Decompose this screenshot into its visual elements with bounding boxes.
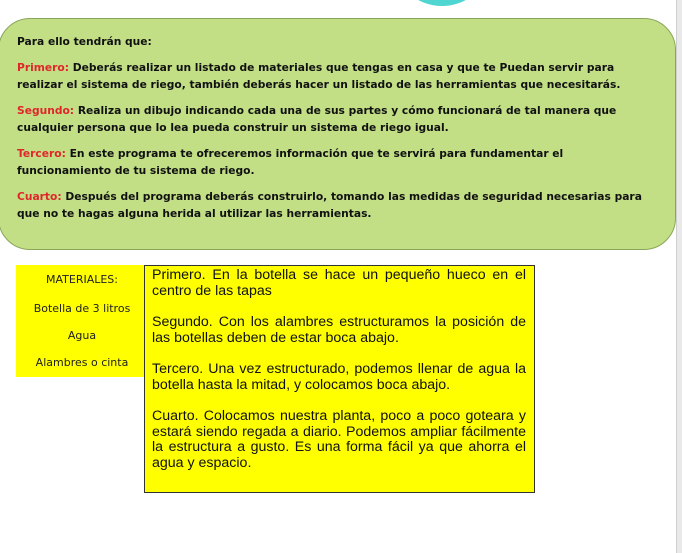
teal-decorative-shape — [400, 0, 484, 6]
instruction-step-2 — [17, 102, 651, 136]
instruction-step-label: Tercero: — [17, 147, 66, 160]
instruction-step-text: En este programa te ofreceremos información que te servirá para fundamentar el funcionamiento de tu sistema de riego. — [17, 147, 564, 177]
materials-box — [16, 265, 148, 377]
instruction-step-label: Primero: — [17, 61, 70, 74]
procedure-step-1: Primero. En la botella se hace un pequeño hueco en el centro de las tapas — [152, 267, 526, 299]
instruction-step-label: Segundo: — [17, 104, 75, 117]
procedure-step-3: Tercero. Una vez estructurado, podemos llenar de agua la botella hasta la mitad, y colocamos boca abajo. — [152, 361, 526, 393]
materials-item: Alambres o cinta — [35, 356, 129, 369]
materials-item: Agua — [67, 329, 97, 342]
instruction-step-label: Cuarto: — [17, 190, 62, 203]
instructions-box — [0, 18, 676, 250]
instruction-step-text: Realiza un dibujo indicando cada una de sus partes y cómo funcionará de tal manera que cualquier persona que lo lea pueda construir un sistema de riego igual. — [17, 104, 617, 134]
instructions-intro: Para ello tendrán que: — [17, 35, 152, 48]
instruction-step-text: Después del programa deberás construirlo, tomando las medidas de seguridad necesarias para que no te hagas alguna herida al utilizar las herramientas. — [17, 190, 642, 220]
instruction-step-4 — [17, 188, 651, 222]
materials-title: MATERIALES: — [45, 273, 118, 286]
instruction-step-1 — [17, 59, 651, 93]
instruction-step-3 — [17, 145, 651, 179]
procedure-box — [144, 265, 535, 493]
materials-item: Botella de 3 litros — [33, 302, 131, 315]
instruction-step-text: Deberás realizar un listado de materiales que tengas en casa y que te Puedan servir para realizar el sistema de riego, también deberás hacer un listado de las herramientas que necesitarás. — [17, 61, 621, 91]
procedure-step-2: Segundo. Con los alambres estructuramos la posición de las botellas deben de estar boca abajo. — [152, 314, 526, 346]
page-edge-divider — [676, 0, 682, 553]
procedure-step-4: Cuarto. Colocamos nuestra planta, poco a poco goteara y estará siendo regada a diario. Podemos ampliar fácilmente la estructura a gusto. Es una forma fácil ya que ahorra el agua y espacio. — [152, 408, 526, 471]
